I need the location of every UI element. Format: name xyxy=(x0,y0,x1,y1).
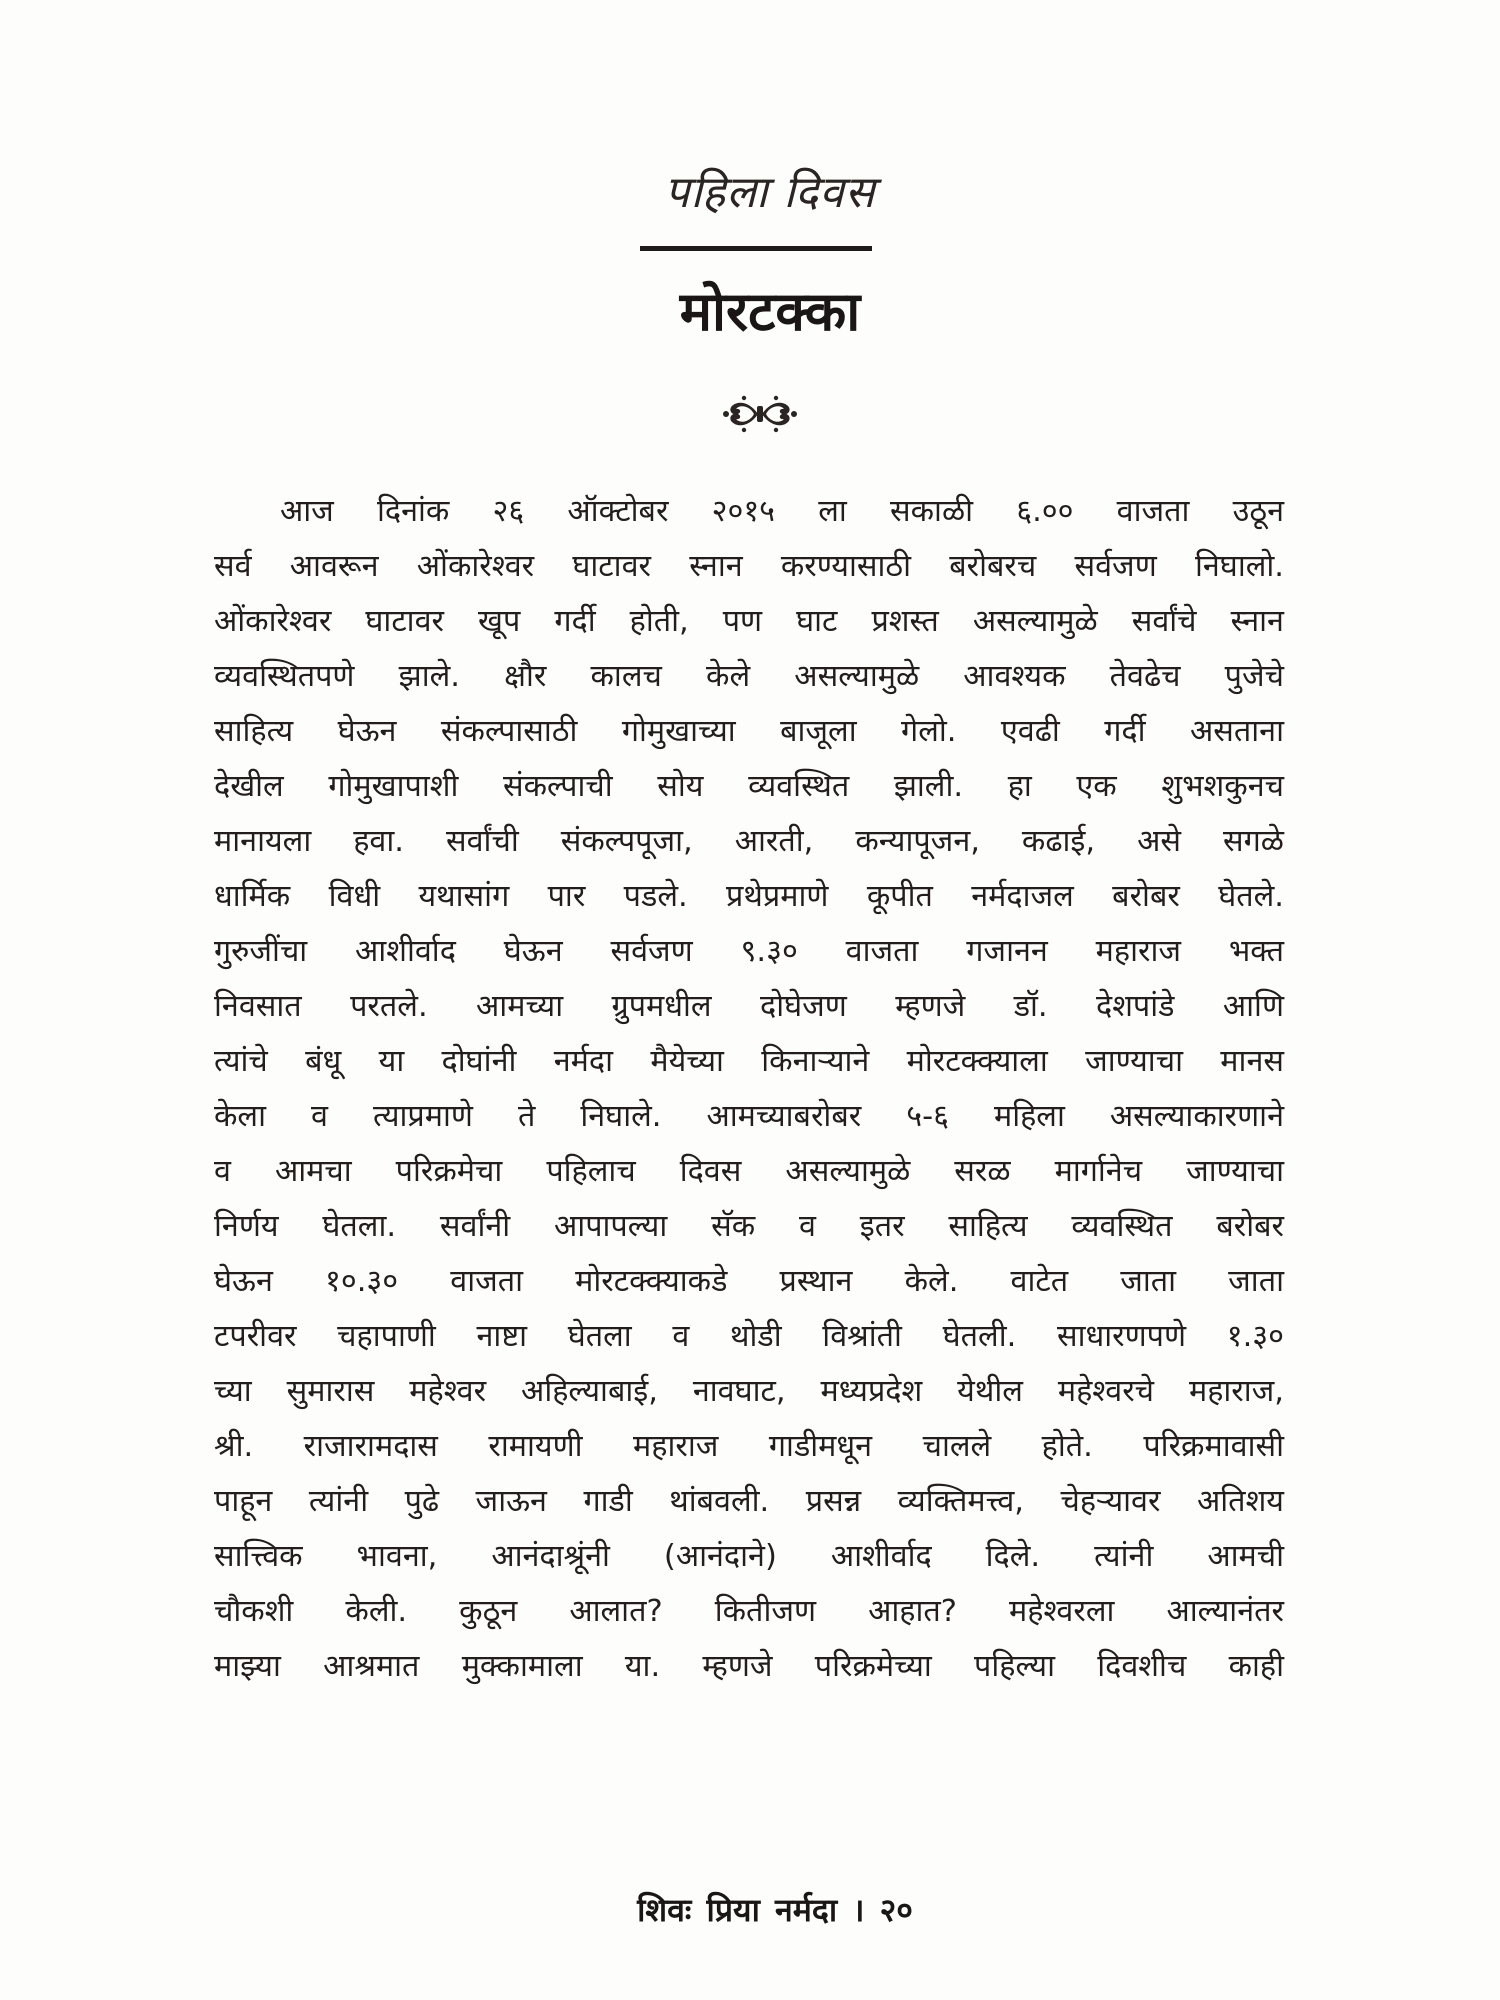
text-line: व्यवस्थितपणे झाले. क्षौर कालच केले असल्यामुळे आवश्यक तेवढेच पुजेचे xyxy=(214,659,1284,694)
text-line: माझ्या आश्रमात मुक्कामाला या. म्हणजे परिक्रमेच्या पहिल्या दिवशीच काही xyxy=(214,1649,1284,1684)
text-line: मानायला हवा. सर्वांची संकल्पपूजा, आरती, कन्यापूजन, कढाई, असे सगळे xyxy=(214,824,1284,859)
text-line: त्यांचे बंधू या दोघांनी नर्मदा मैयेच्या किनाऱ्याने मोरटक्क्याला जाण्याचा मानस xyxy=(214,1044,1284,1079)
text-line: गुरुजींचा आशीर्वाद घेऊन सर्वजण ९.३० वाजता गजानन महाराज भक्त xyxy=(214,934,1284,969)
text-line: व आमचा परिक्रमेचा पहिलाच दिवस असल्यामुळे सरळ मार्गानेच जाण्याचा xyxy=(214,1154,1284,1189)
text-line: सर्व आवरून ओंकारेश्वर घाटावर स्नान करण्यासाठी बरोबरच सर्वजण निघालो. xyxy=(214,549,1284,584)
text-line: आज दिनांक २६ ऑक्टोबर २०१५ ला सकाळी ६.०० वाजता उठून xyxy=(280,494,1284,529)
text-line: सात्त्विक भावना, आनंदाश्रूंनी (आनंदाने) आशीर्वाद दिले. त्यांनी आमची xyxy=(214,1539,1284,1574)
page-footer: शिवः प्रिया नर्मदा । २० xyxy=(637,1891,913,1929)
floral-ornament-icon xyxy=(720,392,800,436)
text-line: पाहून त्यांनी पुढे जाऊन गाडी थांबवली. प्रसन्न व्यक्तिमत्त्व, चेहऱ्यावर अतिशय xyxy=(214,1484,1284,1519)
chapter-label: पहिला दिवस xyxy=(664,167,876,218)
body-paragraph xyxy=(214,484,1284,1694)
text-line: केला व त्याप्रमाणे ते निघाले. आमच्याबरोबर ५-६ महिला असल्याकारणाने xyxy=(214,1099,1284,1134)
text-line: च्या सुमारास महेश्वर अहिल्याबाई, नावघाट, मध्यप्रदेश येथील महेश्वरचे महाराज, xyxy=(214,1374,1284,1409)
text-line: टपरीवर चहापाणी नाष्टा घेतला व थोडी विश्रांती घेतली. साधारणपणे १.३० xyxy=(214,1319,1284,1354)
title-divider xyxy=(640,246,872,251)
text-line: ओंकारेश्वर घाटावर खूप गर्दी होती, पण घाट प्रशस्त असल्यामुळे सर्वांचे स्नान xyxy=(214,604,1284,639)
text-line: चौकशी केली. कुठून आलात? कितीजण आहात? महेश्वरला आल्यानंतर xyxy=(214,1594,1284,1629)
text-line: निर्णय घेतला. सर्वांनी आपापल्या सॅक व इतर साहित्य व्यवस्थित बरोबर xyxy=(214,1209,1284,1244)
text-line: निवसात परतले. आमच्या ग्रुपमधील दोघेजण म्हणजे डॉ. देशपांडे आणि xyxy=(214,989,1284,1024)
text-line: घेऊन १०.३० वाजता मोरटक्क्याकडे प्रस्थान केले. वाटेत जाता जाता xyxy=(214,1264,1284,1299)
text-line: साहित्य घेऊन संकल्पासाठी गोमुखाच्या बाजूला गेलो. एवढी गर्दी असताना xyxy=(214,714,1284,749)
text-line: धार्मिक विधी यथासांग पार पडले. प्रथेप्रमाणे कूपीत नर्मदाजल बरोबर घेतले. xyxy=(214,879,1284,914)
text-line: श्री. राजारामदास रामायणी महाराज गाडीमधून चालले होते. परिक्रमावासी xyxy=(214,1429,1284,1464)
chapter-title: मोरटक्का xyxy=(679,280,861,343)
text-line: देखील गोमुखापाशी संकल्पाची सोय व्यवस्थित झाली. हा एक शुभशकुनच xyxy=(214,769,1284,804)
